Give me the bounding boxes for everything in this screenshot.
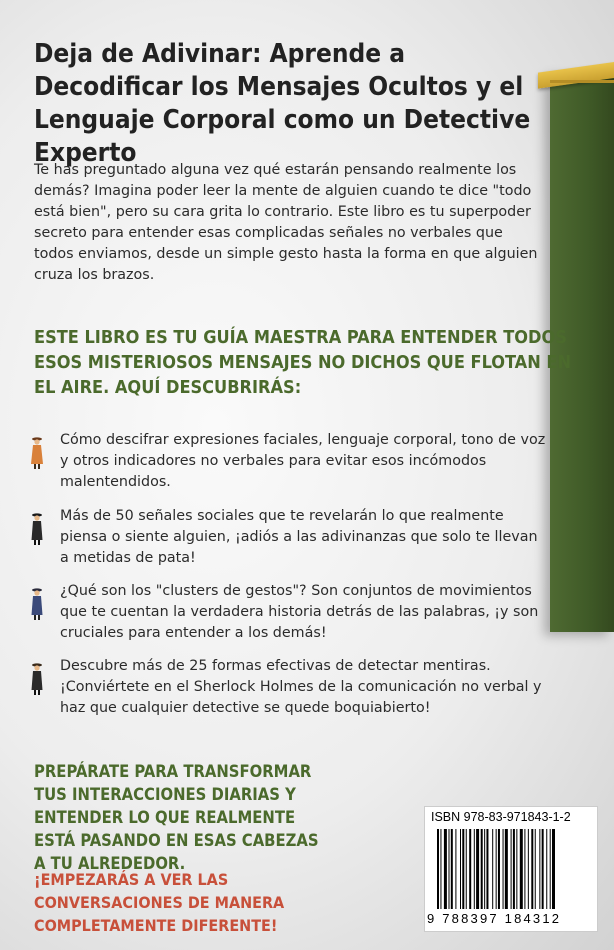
isbn-barcode [424,806,598,932]
bullet-item-3 [30,581,550,644]
call-to-action: ¡EMPEZARÁS A VER LAS CONVERSACIONES DE MANERA COMPLETAMENTE DIFERENTE! [34,870,285,935]
detective-figure-icon [30,512,44,546]
bullet-text: Cómo descifrar expresiones faciales, lenguaje corporal, tono de voz y otros indicadores no verbales para evitar esos incómodos malentendidos. [60,432,546,490]
isbn-number: ISBN 978-83-971843-1-2 [431,810,571,824]
bullet-text: Descubre más de 25 formas efectivas de detectar mentiras. ¡Conviértete en el Sherlock Holmes de la comunicación no verbal y haz que cualquier detective se quede boquiabierto! [60,658,542,716]
decorative-book-gold-edge [550,80,614,83]
bullet-item-4 [30,656,550,719]
bullet-text: ¿Qué son los "clusters de gestos"? Son conjuntos de movimientos que te cuentan la verdadera historia detrás de las palabras, ¡y son cruciales para entender a los demás! [60,583,539,641]
intro-paragraph: Te has preguntado alguna vez qué estarán pensando realmente los demás? Imagina poder leer la mente de alguien cuando te dice "todo está bien", pero su cara grita lo contrario. Este libro es tu superpoder secreto para entender esas complicadas señales no verbales que todos enviamos, desde un simple gesto hasta la forma en que alguien cruza los brazos. [34,162,538,283]
closing-heading: PREPÁRATE PARA TRANSFORMAR TUS INTERACCIONES DIARIAS Y ENTENDER LO QUE REALMENTE ESTÁ PASANDO EN ESAS CABEZAS A TU ALREDEDOR. [34,762,319,873]
barcode-bars-icon [437,829,587,909]
bullet-item-2 [30,506,550,569]
book-title: Deja de Adivinar: Aprende a Decodificar los Mensajes Ocultos y el Lenguaje Corporal como un Detective Experto [34,39,531,168]
lead-heading: ESTE LIBRO ES TU GUÍA MAESTRA PARA ENTENDER TODOS ESOS MISTERIOSOS MENSAJES NO DICHOS QUE FLOTAN EN EL AIRE. AQUÍ DESCUBRIRÁS: [34,327,572,398]
detective-figure-icon [30,662,44,696]
detective-figure-icon [30,587,44,621]
bullet-item-1 [30,430,550,493]
bullet-text: Más de 50 señales sociales que te revelarán lo que realmente piensa o siente alguien, ¡adiós a las adivinanzas que solo te llevan a metidas de pata! [60,508,538,566]
ean-number: 9 788397 184312 [427,911,562,926]
detective-figure-icon [30,436,44,470]
